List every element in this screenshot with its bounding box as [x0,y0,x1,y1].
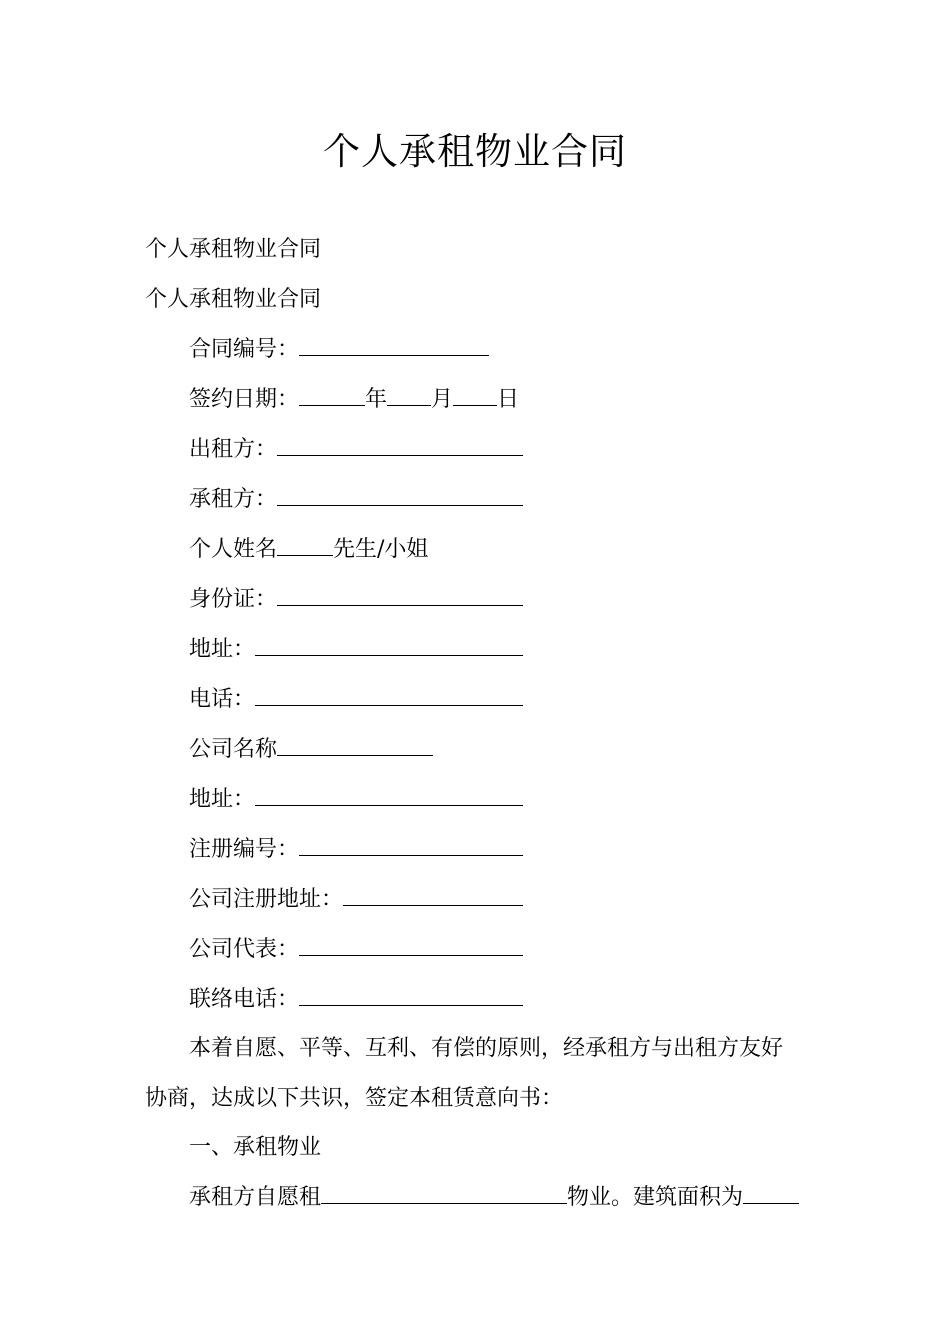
blank-line [255,685,523,706]
document-title: 个人承租物业合同 [323,130,627,173]
blank-line [743,1183,799,1204]
field-label: 联络电话： [189,987,300,1012]
field-label: 个人姓名 [189,537,278,562]
blank-line [277,435,523,456]
field-label: 公司名称 [189,737,278,762]
subtitle-line: 个人承租物业合同 [145,287,322,312]
field-label: 注册编号： [189,837,300,862]
person-name-row [189,535,428,565]
registration-number-row [189,835,523,865]
day-label: 日 [497,387,520,412]
blank-line [277,585,523,606]
company-reg-address-row [189,885,523,915]
blank-line [299,935,523,956]
paragraph-text: 承租方自愿租 [189,1185,322,1210]
blank-line [299,835,523,856]
paragraph-line: 协商，达成以下共识，签定本租赁意向书： [145,1086,564,1111]
contract-number-row [189,335,489,365]
address-row [189,635,523,665]
section-heading: 一、承租物业 [189,1135,322,1160]
lessor-row [189,435,523,465]
blank-line [277,485,523,506]
blank-line [299,335,489,356]
blank-line [453,385,497,406]
field-label: 电话： [189,687,256,712]
year-label: 年 [365,387,388,412]
company-rep-row [189,935,523,965]
blank-line [255,785,523,806]
field-label: 承租方： [189,487,278,512]
blank-line [255,635,523,656]
paragraph-text: 物业。建筑面积为 [567,1185,744,1210]
blank-line [277,735,433,756]
blank-line [387,385,431,406]
field-label: 签约日期： [189,387,300,412]
paragraph-line: 本着自愿、平等、互利、有偿的原则，经承租方与出租方友好 [189,1036,784,1061]
id-card-row [189,585,523,615]
field-label: 出租方： [189,437,278,462]
paragraph-line [189,1183,799,1213]
field-label: 公司注册地址： [189,887,344,912]
blank-line [299,985,523,1006]
lessee-row [189,485,523,515]
phone-row [189,685,523,715]
blank-line [299,385,365,406]
blank-line [321,1183,567,1204]
blank-line [277,535,333,556]
company-name-row [189,735,433,765]
sign-date-row [189,385,519,415]
blank-line [343,885,523,906]
person-title: 先生/小姐 [333,537,429,562]
field-label: 地址： [189,787,256,812]
contact-phone-row [189,985,523,1015]
field-label: 公司代表： [189,937,300,962]
field-label: 合同编号： [189,337,300,362]
month-label: 月 [431,387,454,412]
field-label: 地址： [189,637,256,662]
subtitle-line: 个人承租物业合同 [145,237,322,262]
field-label: 身份证： [189,587,278,612]
company-address-row [189,785,523,815]
